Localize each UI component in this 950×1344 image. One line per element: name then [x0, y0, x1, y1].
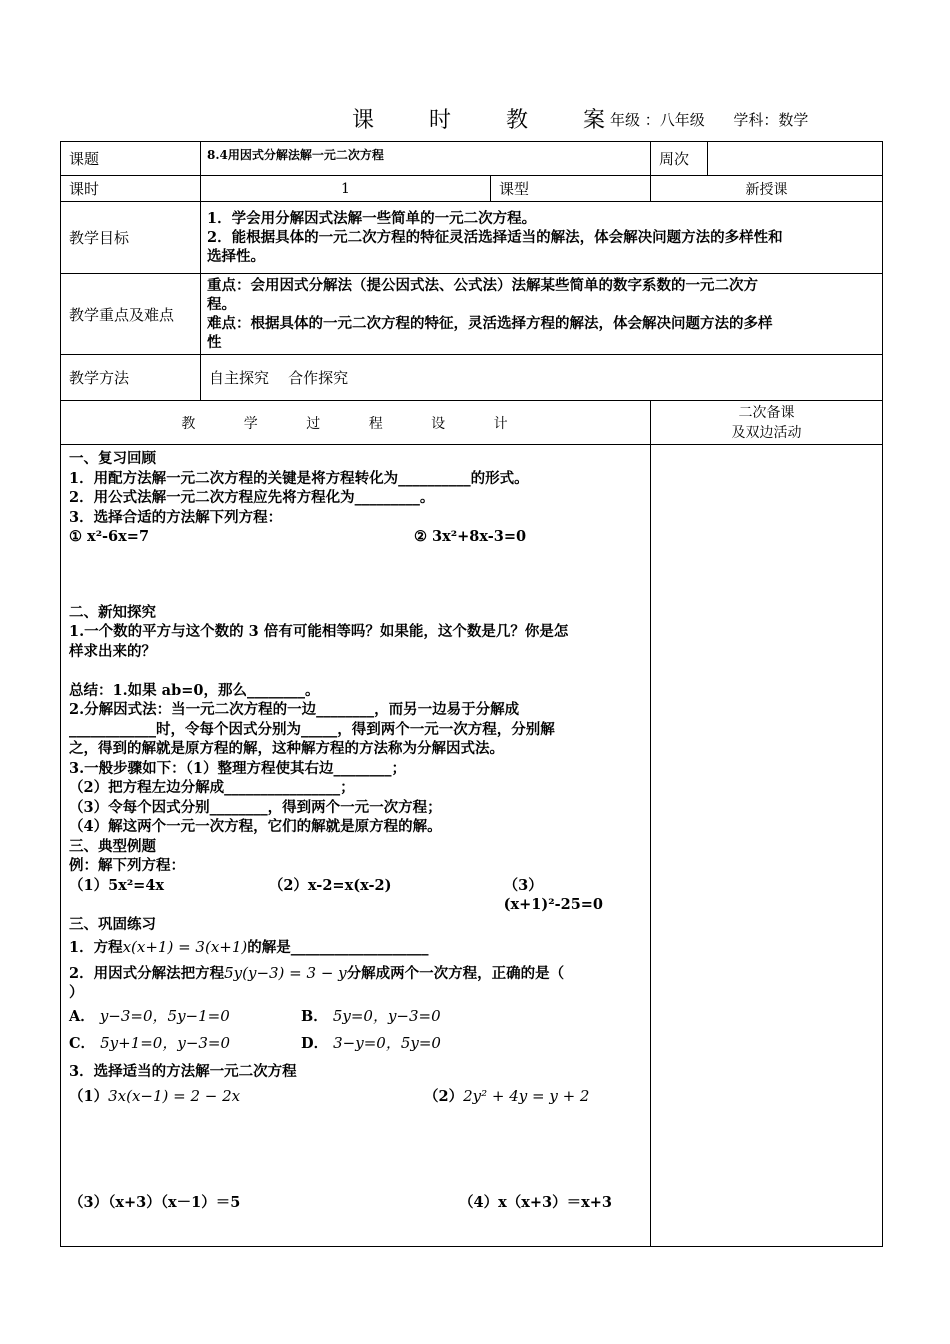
- side-heading-line-2: 及双边活动: [731, 424, 802, 441]
- side-heading-line-1: 二次备课: [738, 404, 795, 421]
- subject-label: 学科：数学: [733, 111, 809, 129]
- answer-space: [69, 547, 642, 603]
- type-label: 课型: [491, 176, 651, 202]
- option-a: [69, 1007, 301, 1027]
- option-d: [301, 1034, 441, 1054]
- topic-label: 课题: [61, 142, 201, 176]
- option-b-value: 5y=0，y−3=0: [332, 1006, 441, 1025]
- topic-value: 8.4用因式分解法解一元二次方程: [201, 142, 651, 176]
- practice-3: 3．选择适当的方法解一元二次方程: [69, 1062, 297, 1080]
- key-line: 程。: [207, 296, 236, 313]
- p3-item-4: （4）x（x+3）＝x+3: [459, 1193, 613, 1211]
- side-heading: [651, 401, 883, 445]
- page-header: [0, 103, 950, 135]
- grade-label: 年级 ：八年级: [610, 111, 705, 129]
- key-line: 重点：会用因式分解法（提公因式法、公式法）法解某些简单的数字系数的一元二次方: [207, 277, 758, 294]
- process-content: [61, 445, 651, 1247]
- p3-1-label: （1）: [69, 1088, 109, 1105]
- example-eq-3: （3）(x+1)²-25=0: [503, 876, 604, 913]
- answer-space: [69, 1107, 642, 1187]
- option-b-label: B．: [301, 1007, 328, 1025]
- process-heading: 教 学 过 程 设 计: [61, 401, 651, 445]
- page-title: 课 时 教 案: [352, 108, 629, 133]
- options-ab: [69, 1007, 642, 1027]
- key-line: 难点：根据具体的一元二次方程的特征，灵活选择方程的解法，体会解决问题方法的多样: [207, 315, 773, 332]
- goal-line: 2．能根据具体的一元二次方程的特征灵活选择适当的解法，体会解决问题方法的多样性和: [207, 229, 783, 246]
- step-item: （4）解这两个一元一次方程，它们的解就是原方程的解。: [69, 818, 442, 835]
- p3-2-label: （2）: [424, 1088, 464, 1105]
- lesson-plan-table: [60, 141, 883, 1247]
- option-b: [301, 1007, 441, 1027]
- option-a-value: y−3=0，5y−1=0: [99, 1006, 230, 1025]
- review-eq-1: ① x²-6x=7: [69, 528, 150, 545]
- key-content: [201, 274, 883, 355]
- practice-title: 三、巩固练习: [69, 915, 156, 933]
- p3-1-math: 3x(x−1) = 2 − 2x: [108, 1087, 241, 1105]
- goal-line: 选择性。: [207, 248, 265, 265]
- new-title: 二、新知探究: [69, 603, 156, 621]
- practice-2: [69, 964, 642, 984]
- practice-1-math: x(x+1) = 3(x+1): [122, 938, 248, 956]
- option-d-label: D．: [301, 1035, 329, 1052]
- step-item: （3）令每个因式分别________，得到两个一元一次方程；: [69, 798, 442, 816]
- week-value: [708, 142, 883, 176]
- option-c: [69, 1034, 301, 1054]
- period-label: 课时: [61, 176, 201, 202]
- option-a-label: A．: [69, 1007, 95, 1025]
- new-question: 1.一个数的平方与这个数的 3 倍有可能相等吗？如果能，这个数是几？你是怎: [69, 623, 569, 640]
- example-title: 三、典型例题: [69, 837, 156, 855]
- p3-2-math: 2y² + 4y = y + 2: [463, 1087, 590, 1105]
- practice-2-post: 分解成两个一次方程，正确的是（: [346, 964, 565, 982]
- practice-2-pre: 2．用因式分解法把方程: [69, 964, 225, 982]
- option-d-value: 3−y=0，5y=0: [333, 1034, 441, 1052]
- new-question: 样求出来的？: [69, 642, 156, 660]
- practice-2-math: 5y(y−3) = 3 − y: [224, 963, 347, 982]
- review-title: 一、复习回顾: [69, 450, 156, 467]
- method-label: 教学方法: [61, 355, 201, 401]
- option-c-label: C．: [69, 1035, 96, 1052]
- week-label: 周次: [651, 142, 708, 176]
- summary: 总结：1.如果 ab=0，那么________。: [69, 681, 320, 699]
- review-item: 1．用配方法解一元二次方程的关键是将方程转化为__________的形式。: [69, 469, 529, 487]
- option-c-value: 5y+1=0，y−3=0: [100, 1034, 231, 1052]
- practice-1-post: 的解是___________________: [247, 939, 429, 956]
- review-eq-2: ② 3x²+8x-3=0: [414, 528, 527, 545]
- goal-content: [201, 202, 883, 274]
- example-intro: 例：解下列方程：: [69, 857, 185, 874]
- factor-text: 之，得到的解就是原方程的解，这种解方程的方法称为分解因式法。: [69, 740, 504, 757]
- goal-line: 1．学会用分解因式法解一些简单的一元二次方程。: [207, 210, 537, 227]
- p3-item-1: [69, 1087, 424, 1107]
- review-item: 2．用公式法解一元二次方程应先将方程化为_________。: [69, 489, 435, 506]
- method-value: 自主探究 合作探究: [201, 355, 883, 401]
- key-label: 教学重点及难点: [61, 274, 201, 355]
- goal-label: 教学目标: [61, 202, 201, 274]
- review-item: 3．选择合适的方法解下列方程：: [69, 508, 283, 526]
- example-equations: [69, 876, 642, 915]
- p3-item-2: [424, 1087, 589, 1107]
- factor-text: ____________时，令每个因式分别为_____，得到两个一元一次方程，分别解: [69, 720, 555, 738]
- grade-subject: [610, 109, 808, 130]
- example-eq-2: （2）x-2=x(x-2): [268, 876, 392, 894]
- practice-3-row-2: [69, 1193, 642, 1213]
- type-value: 新授课: [651, 176, 883, 202]
- period-value: 1: [201, 176, 491, 202]
- factor-text: 2.分解因式法：当一元二次方程的一边________，而另一边易于分解成: [69, 701, 520, 718]
- example-eq-1: （1）5x²=4x: [69, 876, 165, 894]
- review-equations: [69, 527, 642, 547]
- practice-1-pre: 1．方程: [69, 939, 123, 956]
- practice-2-close: ）: [69, 984, 84, 1001]
- key-line: 性: [207, 334, 222, 351]
- practice-1: [69, 938, 642, 958]
- step-item: （2）把方程左边分解成________________；: [69, 779, 355, 796]
- options-cd: [69, 1034, 642, 1054]
- p3-item-3: （3）（x+3）（x－1）＝5: [69, 1193, 241, 1211]
- side-notes-area[interactable]: [651, 445, 883, 1247]
- practice-3-row-1: [69, 1087, 642, 1107]
- step-item: 3.一般步骤如下：（1）整理方程使其右边________；: [69, 759, 406, 777]
- blank-line: [69, 661, 642, 681]
